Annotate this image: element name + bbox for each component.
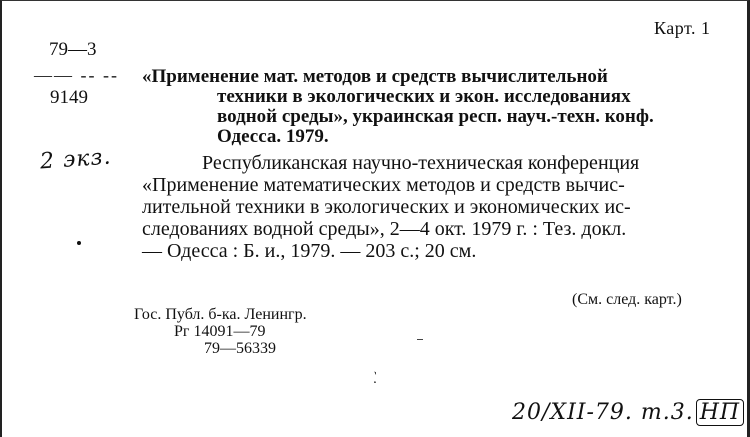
card-number: Карт. 1 <box>654 18 711 38</box>
description-line: «Применение математических методов и средств вычис- <box>142 174 625 196</box>
see-next-card-note: (См. след. карт.) <box>572 291 682 308</box>
description-line: лительной техники в экологических и экономических ис- <box>142 196 631 218</box>
library-stamp <box>134 306 307 357</box>
heading-line: техники в экологических и экон. исследованиях <box>217 86 631 107</box>
description-line: Республиканская научно-техническая конференция <box>202 152 640 174</box>
library-line: Рг 14091—79 <box>174 323 266 340</box>
ink-dot <box>77 241 81 245</box>
description-line: — Одесса : Б. и., 1979. — 203 с.; 20 см. <box>142 240 477 262</box>
ink-mark: ˋ. <box>367 370 382 388</box>
handwritten-date-note <box>512 399 744 426</box>
classification-code: 79—3 <box>49 39 97 60</box>
library-line: Гос. Публ. б-ка. Ленингр. <box>134 306 307 323</box>
heading-line: водной среды», украинская респ. науч.-техн. конф. <box>217 106 654 127</box>
classification-separator: —— -- -- <box>34 65 119 85</box>
bibliographic-description <box>142 152 717 262</box>
entry-heading <box>142 67 722 147</box>
handwritten-date-text: 20/XII-79. т.3. <box>512 400 694 425</box>
classification-number: 9149 <box>50 87 88 108</box>
library-line: 79—56339 <box>204 340 276 357</box>
heading-line: Одесса. 1979. <box>217 126 329 147</box>
ink-mark <box>417 339 423 340</box>
description-line: следованиях водной среды», 2—4 окт. 1979 г. : Тез. докл. <box>142 218 627 240</box>
handwritten-copies-note: 2 экз. <box>39 144 113 175</box>
heading-line: «Применение мат. методов и средств вычислительной <box>142 66 608 87</box>
handwritten-boxed-initials: НП <box>696 399 744 426</box>
